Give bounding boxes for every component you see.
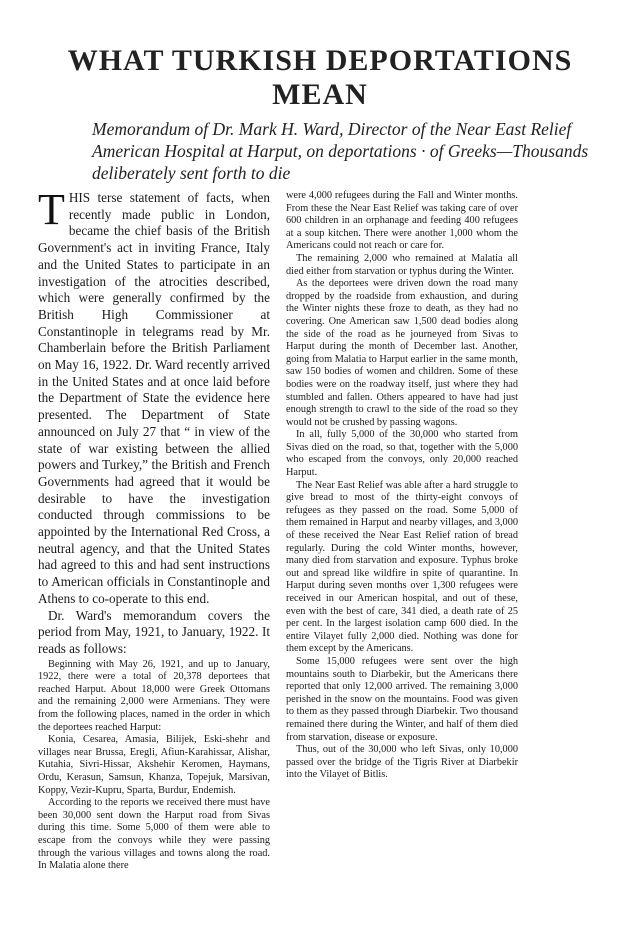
- memo-paragraph: Konia, Cesarea, Amasia, Bilijek, Eski-shehr and villages near Brussa, Eregli, Afiun-Karahissar, Alishar, Kutahia, Sivri-Hissar, Akshehir Keromen, Haymans, Ordu, Kerasun, Samsun, Khanza, Topejuk, Marsivan, Koppy, Vezir-Kupru, Sparta, Burdur, Endemish.: [38, 734, 270, 796]
- memo-paragraph: In all, fully 5,000 of the 30,000 who started from Sivas died on the road, so that, together with the 5,000 who escaped from the convoys, only 20,000 reached Harput.: [286, 429, 518, 479]
- memo-paragraph: Some 15,000 refugees were sent over the high mountains south to Diarbekir, but the Americans there reported that only 12,000 arrived. The remaining 3,000 perished in the snow on the mountains. Food was given to them as they passed through Diarbekir. Two thousand remained there during the Winter, and half of them died from starvation, disease or exposure.: [286, 655, 518, 743]
- left-column: [38, 185, 270, 873]
- memorandum-text-right: [286, 190, 518, 782]
- article-subtitle: Memorandum of Dr. Mark H. Ward, Director of the Near East Relief American Hospital at Harput, on deportations · of Greeks—Thousands deliberately sent forth to die: [92, 119, 589, 183]
- lead-paragraph-1-text: HIS terse statement of facts, when recently made public in London, became the chief basis of the British Government's act in inviting France, Italy and the United States to participate in an investigation of the atrocities described, which were generally confirmed by the British High Commissioner at Constantinople in telegrams read by Mr. Chamberlain before the British Parliament on May 16, 1922. Dr. Ward recently arrived in the United States and at once laid before the Department of State the evidence here presented. The Department of State announced on July 27 that “ in view of the state of war existing between the allied powers and Turkey,” the British and French Governments had agreed that it would be desirable to have the investigation conducted through commissions to be appointed by the International Red Cross, a neutral agency, and that the United States had agreed to this and had sent instructions to American officials in Constantinople and Athens to co-operate to this end.: [38, 190, 270, 606]
- memo-paragraph: According to the reports we received there must have been 30,000 sent down the Harput road from Sivas during this time. Some 5,000 of them were able to escape from the convoys while they were passing through the various villages and towns along the road. In Malatia alone there: [38, 797, 270, 872]
- right-column: [286, 190, 518, 782]
- memo-paragraph: As the deportees were driven down the road many dropped by the roadside from exhaustion, and during the Winter nights these froze to death, as they had no covering. One American saw 1,500 dead bodies along the side of the road as he journeyed from Sivas to Harput during the month of December last. Another, going from Malatia to Harput earlier in the same month, saw 150 bodies of women and children. Some of these bodies were on the roadway itself, just where they had stumbled and fallen. Others appeared to have had just enough strength to crawl to the side of the road so they would not be crushed by passing wagons.: [286, 278, 518, 428]
- article-title: WHAT TURKISH DEPORTATIONS MEAN: [67, 44, 573, 111]
- lead-text: [38, 185, 270, 658]
- memorandum-text-left: [38, 659, 270, 873]
- lead-paragraph-1: [38, 185, 270, 608]
- lead-paragraph-2: Dr. Ward's memorandum covers the period from May, 1921, to January, 1922. It reads as follows:: [38, 607, 270, 656]
- memo-paragraph: were 4,000 refugees during the Fall and Winter months. From these the Near East Relief was taking care of over 600 children in an orphanage and feeding 400 refugees at a soup kitchen. There were another 1,000 whom the Americans could not reach or care for.: [286, 190, 518, 252]
- memo-paragraph: The Near East Relief was able after a hard struggle to give bread to most of the thirty-eight convoys of refugees as they passed on the road. Some 5,000 of them remained in Harput and nearby villages, and 3,000 of these received the Near East Relief ration of bread regularly. During the cold Winter months, however, many died from starvation and exposure. Typhus broke out and spread like wildfire in spite of quarantine. In Harput during seven months over 1,300 refugees were received in our American hospital, and out of these, even with the best of care, 341 died, a death rate of 25 per cent. In the largest isolation camp 600 died. In the entire Vilayet fully 2,000 died. Nothing was done for them except by the Americans.: [286, 479, 518, 655]
- memo-paragraph: Beginning with May 26, 1921, and up to January, 1922, there were a total of 20,378 deportees that reached Harput. About 18,000 were Greek Ottomans and the remaining 2,000 were Armenians. They were from the following places, named in the order in which the deportees reached Harput:: [38, 658, 270, 733]
- drop-cap: T: [38, 185, 65, 234]
- memo-paragraph: The remaining 2,000 who remained at Malatia all died either from starvation or typhus during the Winter.: [286, 252, 518, 277]
- memo-paragraph: Thus, out of the 30,000 who left Sivas, only 10,000 passed over the bridge of the Tigris River at Diarbekir into the Vilayet of Bitlis.: [286, 744, 518, 781]
